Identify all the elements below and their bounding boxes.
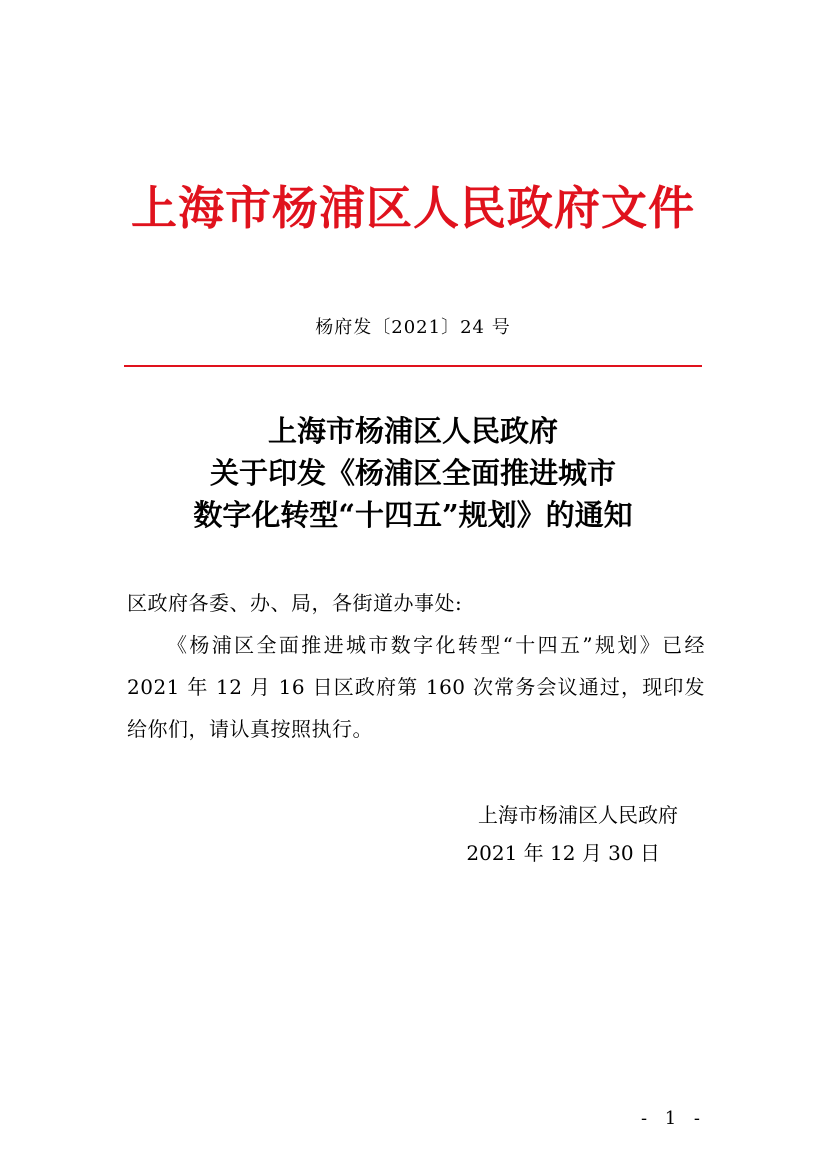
notice-title-line-1: 上海市杨浦区人民政府 [267,414,558,448]
salutation: 区政府各委、办、局，各街道办事处: [127,591,463,615]
page-number: - 1 - [640,1108,706,1129]
notice-title [0,410,826,536]
notice-body [127,582,705,750]
issuing-authority: 上海市杨浦区人民政府 [478,803,678,827]
red-divider-line [124,365,702,367]
notice-title-line-3: 数字化转型“十四五”规划》的通知 [193,498,633,532]
notice-title-line-2: 关于印发《杨浦区全面推进城市 [209,456,616,490]
masthead-title: 上海市杨浦区人民政府文件 [131,181,695,235]
signature-block [466,796,678,872]
issue-date: 2021 年 12 月 30 日 [466,841,660,865]
document-number: 杨府发〔2021〕24 号 [315,317,511,338]
body-paragraph: 《杨浦区全面推进城市数字化转型“十四五”规划》已经 2021 年 12 月 16 日区政府第 160 次常务会议通过，现印发给你们，请认真按照执行。 [127,633,705,741]
